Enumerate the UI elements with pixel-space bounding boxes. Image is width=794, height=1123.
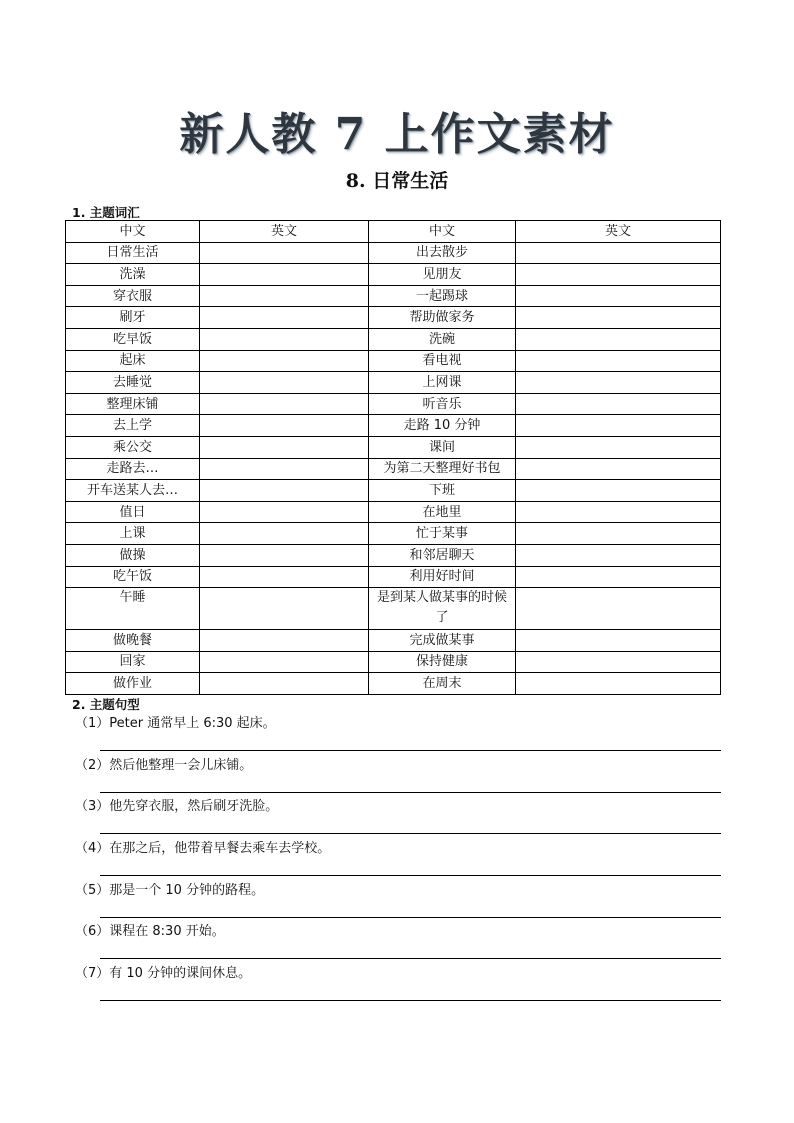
english-answer-cell[interactable] (200, 501, 369, 523)
english-answer-cell[interactable] (516, 630, 721, 652)
chinese-term-cell: 出去散步 (369, 242, 516, 264)
table-row (66, 350, 721, 372)
english-answer-cell[interactable] (516, 544, 721, 566)
chinese-term-cell: 回家 (66, 651, 200, 673)
english-answer-cell[interactable] (200, 307, 369, 329)
chinese-term-cell: 上课 (66, 523, 200, 545)
english-answer-cell[interactable] (200, 372, 369, 394)
sentence-text: （7）有 10 分钟的课间休息。 (75, 966, 252, 982)
chinese-term-cell: 吃早饭 (66, 328, 200, 350)
english-answer-cell[interactable] (200, 523, 369, 545)
vocabulary-table-body (66, 242, 721, 694)
english-answer-cell[interactable] (200, 673, 369, 695)
english-answer-cell[interactable] (200, 458, 369, 480)
table-row (66, 264, 721, 286)
table-row (66, 480, 721, 502)
chinese-term-cell: 值日 (66, 501, 200, 523)
chinese-term-cell: 起床 (66, 350, 200, 372)
chinese-term-cell: 去睡觉 (66, 372, 200, 394)
table-row (66, 501, 721, 523)
sentence-text: （1）Peter 通常早上 6:30 起床。 (75, 716, 276, 731)
table-row (66, 415, 721, 437)
chinese-term-cell: 日常生活 (66, 242, 200, 264)
table-row (66, 436, 721, 458)
english-answer-cell[interactable] (200, 651, 369, 673)
sentence-item (75, 756, 725, 798)
sentence-text: （2）然后他整理一会儿床铺。 (75, 757, 253, 773)
english-answer-cell[interactable] (516, 673, 721, 695)
chinese-term-cell: 做操 (66, 544, 200, 566)
table-row (66, 372, 721, 394)
sentence-item (75, 839, 725, 881)
english-answer-cell[interactable] (516, 588, 721, 630)
answer-line[interactable] (100, 1000, 721, 1001)
english-answer-cell[interactable] (516, 480, 721, 502)
chinese-term-cell: 做晚餐 (66, 630, 200, 652)
table-row (66, 307, 721, 329)
table-row (66, 242, 721, 264)
page-title: 新人教 7 上作文素材 (179, 109, 615, 160)
table-row (66, 523, 721, 545)
english-answer-cell[interactable] (516, 285, 721, 307)
chinese-term-cell: 洗碗 (369, 328, 516, 350)
vocabulary-table (65, 220, 721, 695)
chinese-term-cell: 上网课 (369, 372, 516, 394)
table-row (66, 588, 721, 630)
chinese-term-cell: 忙于某事 (369, 523, 516, 545)
english-answer-cell[interactable] (200, 566, 369, 588)
answer-line[interactable] (100, 792, 721, 793)
table-row (66, 566, 721, 588)
sentence-text: （5）那是一个 10 分钟的路程。 (75, 882, 265, 898)
chinese-term-cell: 下班 (369, 480, 516, 502)
chinese-term-cell: 课间 (369, 436, 516, 458)
chinese-term-cell: 走路 10 分钟 (369, 415, 516, 437)
chinese-term-cell: 一起踢球 (369, 285, 516, 307)
chinese-term-cell: 去上学 (66, 415, 200, 437)
answer-line[interactable] (100, 875, 721, 876)
table-header-row (66, 221, 721, 243)
english-answer-cell[interactable] (516, 651, 721, 673)
table-row (66, 285, 721, 307)
chinese-term-cell: 整理床铺 (66, 393, 200, 415)
english-answer-cell[interactable] (516, 436, 721, 458)
table-row (66, 458, 721, 480)
english-answer-cell[interactable] (200, 285, 369, 307)
chinese-term-cell: 和邻居聊天 (369, 544, 516, 566)
header-chinese-2: 中文 (369, 221, 516, 243)
chinese-term-cell: 走路去… (66, 458, 200, 480)
answer-line[interactable] (100, 833, 721, 834)
header-chinese-1: 中文 (66, 221, 200, 243)
english-answer-cell[interactable] (516, 501, 721, 523)
chinese-term-cell: 午睡 (66, 588, 200, 630)
section-vocabulary-label: 1. 主题词汇 (72, 205, 140, 220)
section-sentences-label: 2. 主题句型 (72, 697, 140, 712)
chinese-term-cell: 在地里 (369, 501, 516, 523)
chinese-term-cell: 看电视 (369, 350, 516, 372)
english-answer-cell[interactable] (200, 436, 369, 458)
english-answer-cell[interactable] (516, 415, 721, 437)
chinese-term-cell: 开车送某人去… (66, 480, 200, 502)
english-answer-cell[interactable] (516, 523, 721, 545)
page-subtitle: 8. 日常生活 (345, 170, 449, 192)
chinese-term-cell: 做作业 (66, 673, 200, 695)
answer-line[interactable] (100, 750, 721, 751)
english-answer-cell[interactable] (516, 566, 721, 588)
sentence-item (75, 881, 725, 923)
english-answer-cell[interactable] (516, 350, 721, 372)
sentence-text: （6）课程在 8:30 开始。 (75, 924, 225, 940)
chinese-term-cell: 为第二天整理好书包 (369, 458, 516, 480)
english-answer-cell[interactable] (200, 393, 369, 415)
table-row (66, 328, 721, 350)
answer-line[interactable] (100, 958, 721, 959)
chinese-term-cell: 吃午饭 (66, 566, 200, 588)
english-answer-cell[interactable] (200, 630, 369, 652)
sentence-item (75, 714, 725, 756)
sentence-item (75, 797, 725, 839)
english-answer-cell[interactable] (516, 264, 721, 286)
english-answer-cell[interactable] (516, 458, 721, 480)
english-answer-cell[interactable] (516, 393, 721, 415)
table-row (66, 630, 721, 652)
english-answer-cell[interactable] (200, 544, 369, 566)
chinese-term-cell: 完成做某事 (369, 630, 516, 652)
sentence-list (75, 714, 725, 1006)
sentence-text: （4）在那之后，他带着早餐去乘车去学校。 (75, 841, 331, 857)
sentence-item (75, 964, 725, 1006)
chinese-term-cell: 洗澡 (66, 264, 200, 286)
sentence-text: （3）他先穿衣服，然后刷牙洗脸。 (75, 799, 279, 815)
header-english-1: 英文 (200, 221, 369, 243)
chinese-term-cell: 在周末 (369, 673, 516, 695)
table-row (66, 651, 721, 673)
table-row (66, 544, 721, 566)
chinese-term-cell: 穿衣服 (66, 285, 200, 307)
chinese-term-cell: 乘公交 (66, 436, 200, 458)
english-answer-cell[interactable] (200, 264, 369, 286)
english-answer-cell[interactable] (200, 328, 369, 350)
chinese-term-cell: 刷牙 (66, 307, 200, 329)
english-answer-cell[interactable] (200, 480, 369, 502)
chinese-term-cell: 利用好时间 (369, 566, 516, 588)
chinese-term-cell: 保持健康 (369, 651, 516, 673)
header-english-2: 英文 (516, 221, 721, 243)
table-row (66, 673, 721, 695)
chinese-term-cell: 听音乐 (369, 393, 516, 415)
sentence-item (75, 922, 725, 964)
english-answer-cell[interactable] (516, 242, 721, 264)
english-answer-cell[interactable] (200, 415, 369, 437)
chinese-term-cell: 是到某人做某事的时候了 (369, 588, 516, 630)
chinese-term-cell: 帮助做家务 (369, 307, 516, 329)
english-answer-cell[interactable] (516, 307, 721, 329)
answer-line[interactable] (100, 917, 721, 918)
english-answer-cell[interactable] (200, 588, 369, 630)
english-answer-cell[interactable] (516, 372, 721, 394)
english-answer-cell[interactable] (516, 328, 721, 350)
english-answer-cell[interactable] (200, 350, 369, 372)
table-row (66, 393, 721, 415)
english-answer-cell[interactable] (200, 242, 369, 264)
chinese-term-cell: 见朋友 (369, 264, 516, 286)
